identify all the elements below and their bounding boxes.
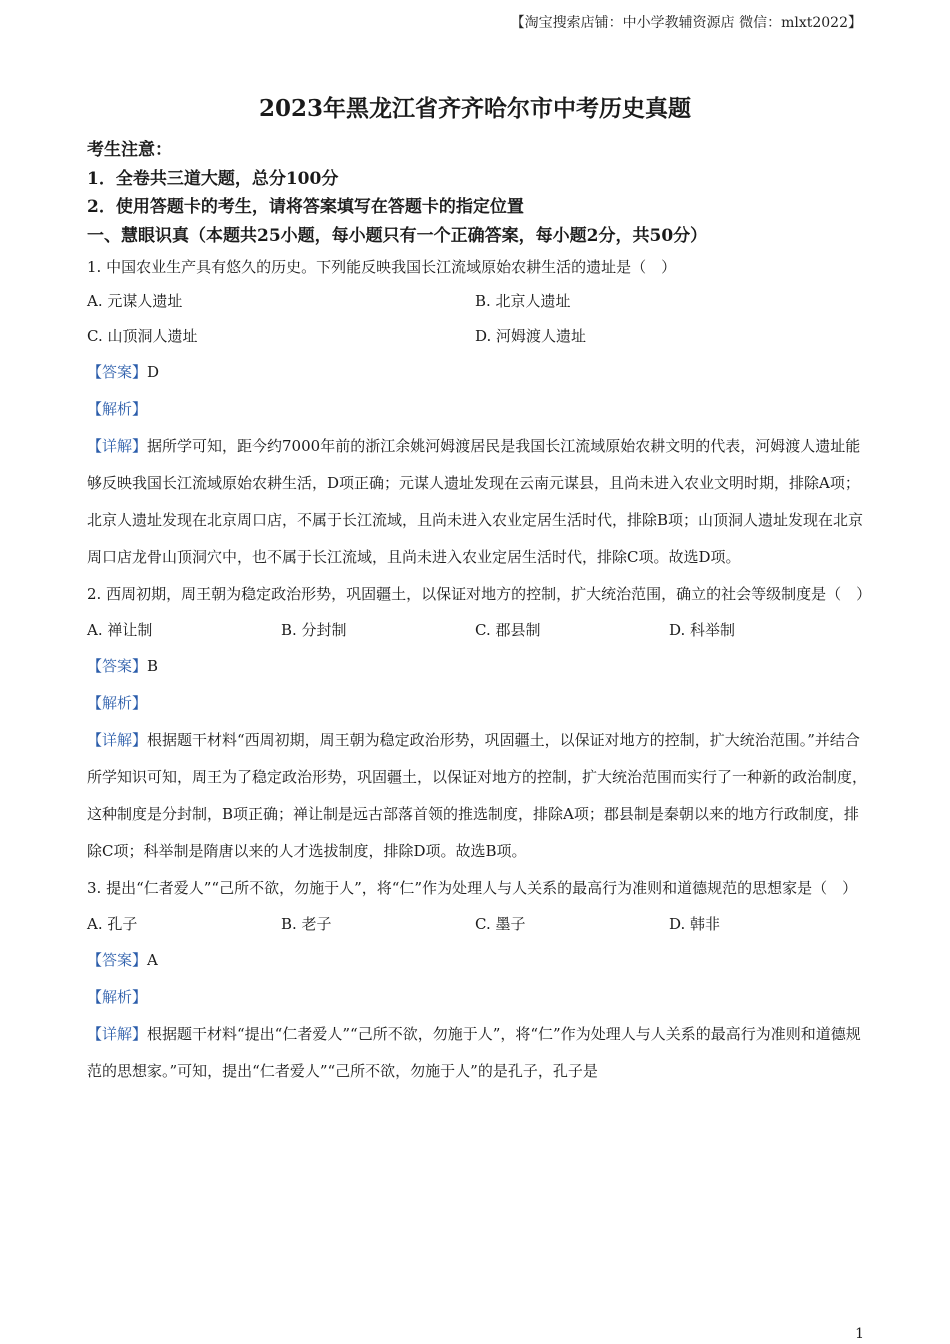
answer-line <box>87 942 867 979</box>
detail-text <box>87 1016 867 1090</box>
option-c: C. 墨子 <box>475 915 526 933</box>
top-note: 【淘宝搜索店铺：中小学教辅资源店 微信：mlxt2022】 <box>510 15 862 31</box>
detail-label: 【详解】 <box>87 731 148 749</box>
notice-item: 1．全卷共三道大题，总分100分 <box>87 168 339 189</box>
answer-label: 【答案】 <box>87 951 148 969</box>
analysis-label: 【解析】 <box>87 400 148 418</box>
detail-text <box>87 428 867 576</box>
option-c: C. 山顶洞人遗址 <box>87 327 198 345</box>
option-b: B. 分封制 <box>281 621 347 639</box>
option-c: C. 郡县制 <box>475 621 541 639</box>
answer-value: D <box>147 363 160 381</box>
analysis-label: 【解析】 <box>87 988 148 1006</box>
option-d: D. 科举制 <box>669 621 736 639</box>
answer-value: B <box>147 657 159 675</box>
options <box>87 284 867 354</box>
options <box>87 613 867 648</box>
option-a: A. 孔子 <box>87 915 138 933</box>
option-b: B. 北京人遗址 <box>475 292 571 310</box>
answer-value: A <box>147 951 158 969</box>
question-stem: 2. 西周初期，周王朝为稳定政治形势，巩固疆土，以保证对地方的控制，扩大统治范围，确立的社会等级制度是（ ） <box>87 585 872 603</box>
notice-label: 考生注意： <box>87 140 172 160</box>
detail-text <box>87 722 867 870</box>
detail-body: 据所学可知，距今约7000年前的浙江余姚河姆渡居民是我国长江流域原始农耕文明的代表，河姆渡人遗址能够反映我国长江流域原始农耕生活，D项正确；元谋人遗址发现在云南元谋县，且尚未进入农业文明时期，排除A项；北京人遗址发现在北京周口店，不属于长江流域，且尚未进入农业定居生活时代，排除B项；山顶洞人遗址发现在北京周口店龙骨山顶洞穴中，也不属于长江流域，且尚未进入农业定居生活时代，排除C项。故选D项。 <box>87 437 864 566</box>
question-1 <box>87 250 867 576</box>
question-3 <box>87 870 867 1090</box>
answer-line <box>87 648 867 685</box>
detail-label: 【详解】 <box>87 1025 148 1043</box>
question-stem: 1. 中国农业生产具有悠久的历史。下列能反映我国长江流域原始农耕生活的遗址是（ ） <box>87 258 677 276</box>
question-stem: 3. 提出“仁者爱人”“己所不欲，勿施于人”，将“仁”作为处理人与人关系的最高行为准则和道德规范的思想家是（ ） <box>87 879 858 897</box>
page-number: 1 <box>855 1326 864 1342</box>
detail-body: 根据题干材料“提出“仁者爱人”“己所不欲，勿施于人”，将“仁”作为处理人与人关系的最高行为准则和道德规范的思想家。”可知，提出“仁者爱人”“己所不欲，勿施于人”的是孔子，孔子是 <box>87 1025 861 1080</box>
document-body <box>87 136 872 1090</box>
answer-label: 【答案】 <box>87 363 148 381</box>
answer-line <box>87 354 867 391</box>
page-title: 2023年黑龙江省齐齐哈尔市中考历史真题 <box>258 95 691 122</box>
option-a: A. 元谋人遗址 <box>87 292 183 310</box>
option-d: D. 韩非 <box>669 915 721 933</box>
options <box>87 907 867 942</box>
analysis-label: 【解析】 <box>87 694 148 712</box>
section-heading: 一、慧眼识真（本题共25小题，每小题只有一个正确答案，每小题2分，共50分） <box>87 225 708 246</box>
option-d: D. 河姆渡人遗址 <box>475 327 587 345</box>
option-a: A. 禅让制 <box>87 621 153 639</box>
detail-label: 【详解】 <box>87 437 148 455</box>
question-2 <box>87 576 872 870</box>
detail-body: 根据题干材料“西周初期，周王朝为稳定政治形势，巩固疆土，以保证对地方的控制，扩大统治范围。”并结合所学知识可知，周王为了稳定政治形势，巩固疆土，以保证对地方的控制，扩大统治范围而实行了一种新的政治制度，这种制度是分封制，B项正确；禅让制是远古部落首领的推选制度，排除A项；郡县制是秦朝以来的地方行政制度，排除C项；科举制是隋唐以来的人才选拔制度，排除D项。故选B项。 <box>87 731 868 860</box>
option-b: B. 老子 <box>281 915 332 933</box>
answer-label: 【答案】 <box>87 657 148 675</box>
notice-item: 2．使用答题卡的考生，请将答案填写在答题卡的指定位置 <box>87 197 524 217</box>
